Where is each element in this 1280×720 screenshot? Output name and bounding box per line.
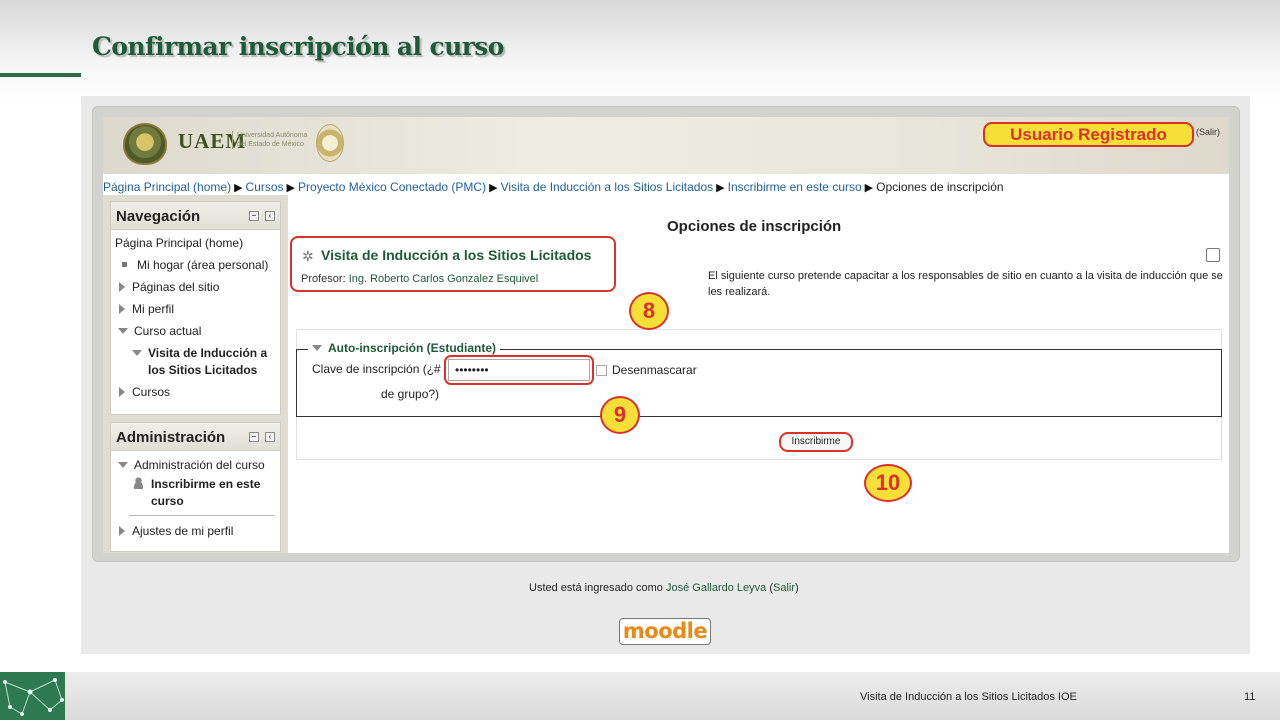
callout-9: 9: [600, 396, 640, 434]
login-info: Usted está ingresado como José Gallardo Leyva (Salir): [529, 582, 799, 594]
nav-item-profile[interactable]: Mi perfil: [119, 302, 174, 316]
breadcrumb-item-enrol[interactable]: Inscribirme en este curso: [727, 180, 862, 194]
divider: [129, 515, 275, 516]
breadcrumb-separator: ▶: [716, 182, 725, 194]
enrol-button[interactable]: Inscribirme: [779, 432, 853, 452]
left-sidebar: [103, 195, 288, 553]
admin-item-enrol[interactable]: Inscribirme en este: [132, 477, 260, 491]
unmask-checkbox[interactable]: [596, 365, 607, 376]
expand-icon: [119, 387, 125, 397]
nav-item-myhome[interactable]: Mi hogar (área personal): [119, 258, 268, 272]
breadcrumb-item-home[interactable]: Página Principal (home): [103, 180, 232, 194]
callout-8: 8: [629, 292, 669, 330]
dock-icon[interactable]: ‹: [265, 432, 275, 442]
nav-item-home[interactable]: Página Principal (home): [115, 236, 244, 250]
nav-item-current-course[interactable]: Curso actual: [118, 324, 201, 338]
expand-icon: [119, 526, 125, 536]
expand-icon: [119, 304, 125, 314]
breadcrumb-separator: ▶: [864, 182, 874, 194]
admin-item-course-admin[interactable]: Administración del curso: [118, 458, 265, 472]
administration-block: [110, 422, 281, 552]
network-graphic: [0, 672, 65, 720]
administration-title: Administración: [116, 429, 226, 446]
moodle-page: [103, 117, 1229, 553]
nav-item-site-pages[interactable]: Páginas del sitio: [119, 280, 219, 294]
slide-footer-band: [0, 672, 1280, 720]
professor-link[interactable]: Ing. Roberto Carlos Gonzalez Esquivel: [348, 273, 539, 285]
breadcrumb: [103, 180, 1004, 194]
course-name-link[interactable]: Visita de Inducción a los Sitios Licitados: [321, 247, 592, 263]
callout-10: 10: [864, 464, 912, 502]
edit-settings-icon[interactable]: [1206, 248, 1220, 262]
expand-icon: [119, 282, 125, 292]
network-icon: [0, 672, 65, 720]
navigation-title: Navegación: [116, 208, 201, 225]
nav-item-courses[interactable]: Cursos: [119, 385, 170, 399]
unmask-label: Desenmascarar: [612, 363, 697, 377]
collapse-icon[interactable]: –: [249, 432, 259, 442]
administration-block-title: [111, 423, 280, 451]
site-logo-subtext: Universidad Autónoma del Estado de México: [232, 131, 312, 149]
nav-item-course-link-line2[interactable]: los Sitios Licitados: [148, 363, 258, 377]
seal-icon: [316, 124, 344, 162]
collapse-icon[interactable]: –: [249, 211, 259, 221]
login-user-link[interactable]: José Gallardo Leyva: [665, 582, 767, 594]
breadcrumb-item-course[interactable]: Visita de Inducción a los Sitios Licitados: [500, 180, 714, 194]
navigation-block-title: [111, 202, 280, 230]
navigation-block: [110, 201, 281, 415]
bullet-icon: [122, 262, 127, 267]
user-registered-highlight: Usuario Registrado: [983, 122, 1194, 147]
course-summary: El siguiente curso pretende capacitar a los responsables de sitio en cuanto a la visita de inducción que se les realizará.: [708, 270, 1223, 298]
collapse-arrow-icon: [118, 462, 128, 468]
breadcrumb-separator: ▶: [489, 182, 498, 194]
logout-link[interactable]: (Salir): [1196, 127, 1220, 137]
breadcrumb-separator: ▶: [234, 182, 243, 194]
enrol-key-label: Clave de inscripción (¿#: [312, 362, 441, 376]
slide-footer-text: Visita de Inducción a los Sitios Licitados IOE: [860, 691, 1077, 703]
page-heading: Opciones de inscripción: [667, 218, 842, 235]
self-enrol-fieldset: [296, 349, 1222, 417]
breadcrumb-item-current: Opciones de inscripción: [876, 180, 1004, 194]
collapse-arrow-icon: [312, 345, 322, 351]
footer-logout-link[interactable]: Salir: [773, 582, 796, 594]
admin-item-enrol-line2[interactable]: curso: [151, 494, 184, 508]
site-banner: [103, 117, 1229, 174]
breadcrumb-item-cursos[interactable]: Cursos: [245, 180, 284, 194]
uaem-shield-icon: [123, 123, 167, 165]
collapse-arrow-icon: [118, 328, 128, 334]
self-enrol-legend[interactable]: Auto-inscripción (Estudiante): [308, 341, 500, 355]
browser-frame: [92, 106, 1240, 562]
slide-page-number: 11: [1244, 691, 1256, 703]
screenshot-area: [81, 96, 1250, 654]
professor-line: Profesor: Ing. Roberto Carlos Gonzalez Esquivel: [301, 273, 539, 285]
title-underline: [0, 73, 81, 77]
collapse-arrow-icon: [132, 350, 142, 356]
breadcrumb-item-pmc[interactable]: Proyecto México Conectado (PMC): [298, 180, 487, 194]
slide-title: Confirmar inscripción al curso: [92, 32, 504, 61]
nav-item-course-link[interactable]: Visita de Inducción a: [132, 346, 267, 360]
enrol-key-label-line2: de grupo?): [381, 387, 440, 401]
site-logo-text[interactable]: UAEM: [178, 129, 247, 153]
dock-icon[interactable]: ‹: [265, 211, 275, 221]
admin-item-profile-settings[interactable]: Ajustes de mi perfil: [119, 524, 233, 538]
breadcrumb-separator: ▶: [286, 182, 296, 194]
enrol-key-highlight: [444, 355, 594, 385]
moodle-logo[interactable]: moodle: [619, 618, 711, 645]
user-icon: [132, 477, 145, 489]
course-icon: ✲: [302, 248, 314, 264]
